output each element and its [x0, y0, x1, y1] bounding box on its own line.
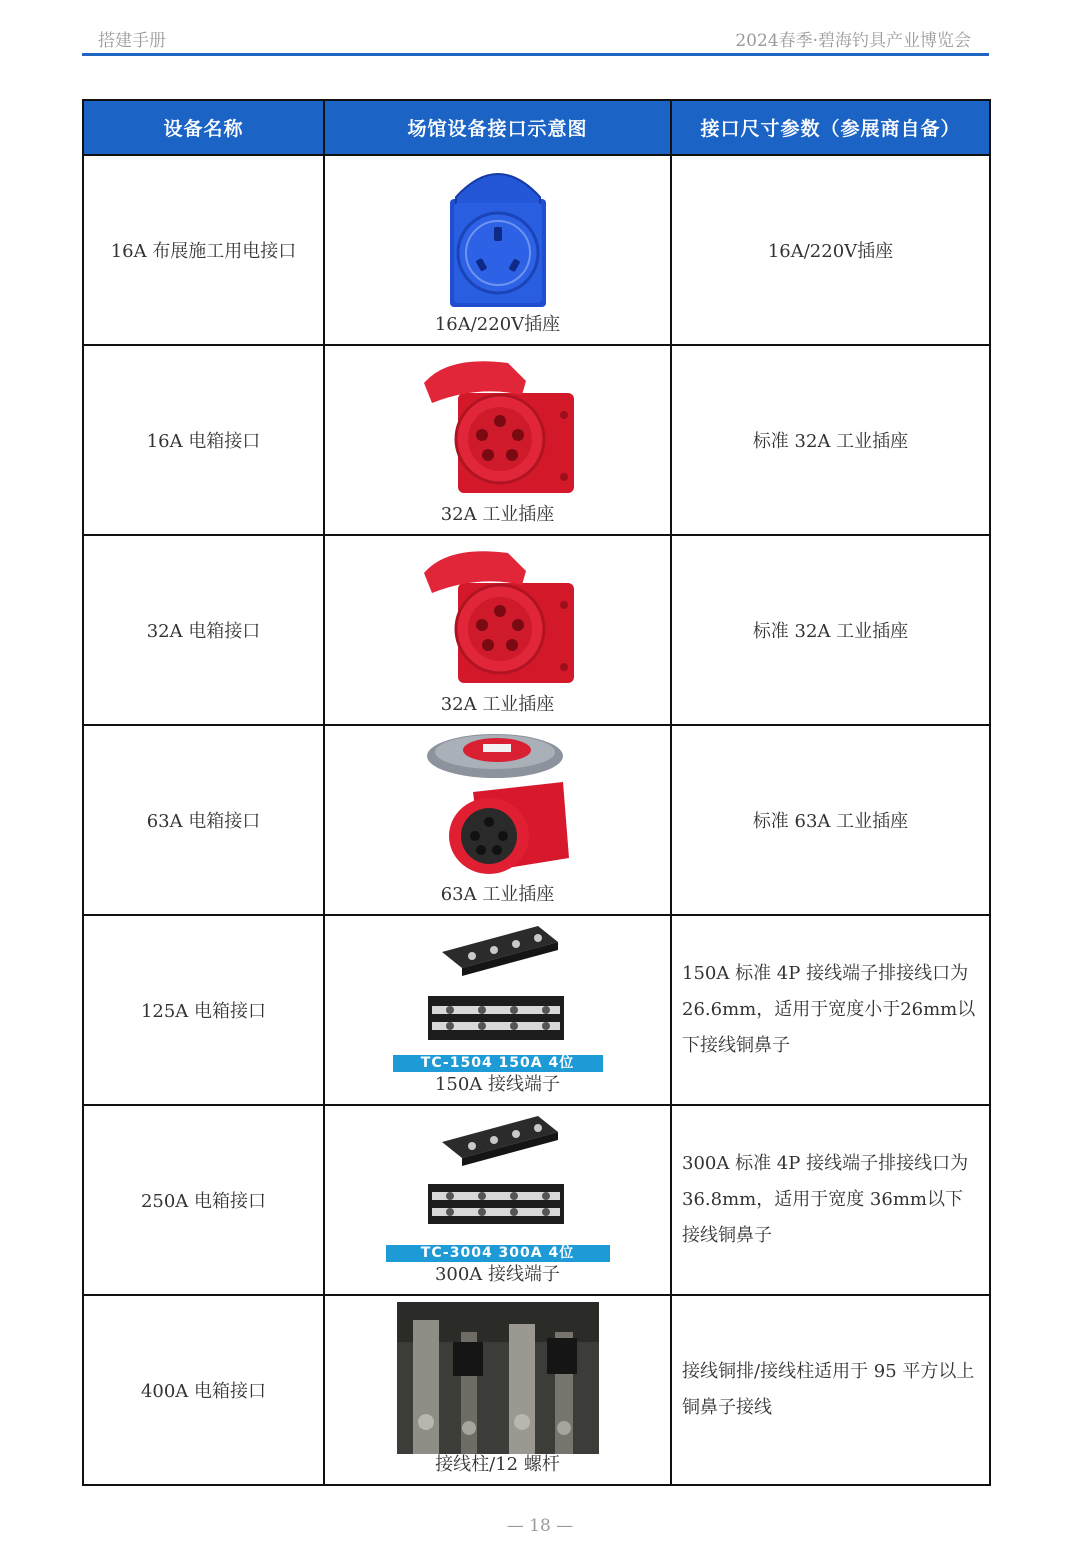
image-caption: 300A 接线端子 — [434, 1264, 561, 1285]
table-row — [83, 1295, 990, 1485]
interface-param: 300A 标准 4P 接线端子排接线口为 36.8mm，适用于宽度 36mm以下接线铜鼻子 — [671, 1105, 990, 1295]
header-title: 搭建手册 — [98, 31, 166, 51]
image-cell — [324, 155, 671, 345]
device-name: 16A 布展施工用电接口 — [83, 155, 324, 345]
interface-param: 标准 32A 工业插座 — [671, 535, 990, 725]
table-row — [83, 155, 990, 345]
interface-param: 16A/220V插座 — [671, 155, 990, 345]
device-name: 400A 电箱接口 — [83, 1295, 324, 1485]
device-name: 16A 电箱接口 — [83, 345, 324, 535]
page-number: — 18 — — [506, 1516, 574, 1536]
red-industrial-socket-image — [325, 540, 670, 690]
table-row — [83, 915, 990, 1105]
interface-param: 接线铜排/接线柱适用于 95 平方以上铜鼻子接线 — [671, 1295, 990, 1485]
image-cell — [324, 915, 671, 1105]
interface-param: 标准 63A 工业插座 — [671, 725, 990, 915]
image-caption: 16A/220V插座 — [434, 314, 561, 335]
model-tag: TC-3004 300A 4位 — [386, 1245, 610, 1262]
image-caption: 63A 工业插座 — [440, 884, 555, 905]
interface-param: 标准 32A 工业插座 — [671, 345, 990, 535]
image-cell — [324, 535, 671, 725]
red-63a-socket-image — [325, 730, 670, 880]
image-caption: 接线柱/12 螺杆 — [435, 1454, 560, 1475]
terminal-block-image — [325, 1112, 670, 1232]
image-cell — [324, 345, 671, 535]
device-name: 32A 电箱接口 — [83, 535, 324, 725]
table-row — [83, 1105, 990, 1295]
red-industrial-socket-image — [325, 350, 670, 500]
page-header — [82, 24, 989, 56]
blue-socket-image — [325, 160, 670, 310]
column-header-name: 设备名称 — [83, 100, 324, 155]
terminal-block-image — [325, 922, 670, 1046]
header-rule — [82, 53, 989, 56]
table-header-row — [83, 100, 990, 155]
image-cell — [324, 1105, 671, 1295]
interface-table — [82, 99, 991, 1486]
header-event: 2024春季·碧海钓具产业博览会 — [735, 31, 971, 51]
image-caption: 32A 工业插座 — [440, 504, 555, 525]
interface-param: 150A 标准 4P 接线端子排接线口为 26.6mm，适用于宽度小于26mm以下接线铜鼻子 — [671, 915, 990, 1105]
device-name: 63A 电箱接口 — [83, 725, 324, 915]
table-row — [83, 345, 990, 535]
device-name: 250A 电箱接口 — [83, 1105, 324, 1295]
image-cell — [324, 725, 671, 915]
image-caption: 32A 工业插座 — [440, 694, 555, 715]
image-cell — [324, 1295, 671, 1485]
column-header-param: 接口尺寸参数（参展商自备） — [671, 100, 990, 155]
model-tag: TC-1504 150A 4位 — [393, 1055, 603, 1072]
table-row — [83, 725, 990, 915]
column-header-image: 场馆设备接口示意图 — [324, 100, 671, 155]
busbar-photo-image — [325, 1300, 670, 1455]
table-row — [83, 535, 990, 725]
image-caption: 150A 接线端子 — [434, 1074, 561, 1095]
device-name: 125A 电箱接口 — [83, 915, 324, 1105]
